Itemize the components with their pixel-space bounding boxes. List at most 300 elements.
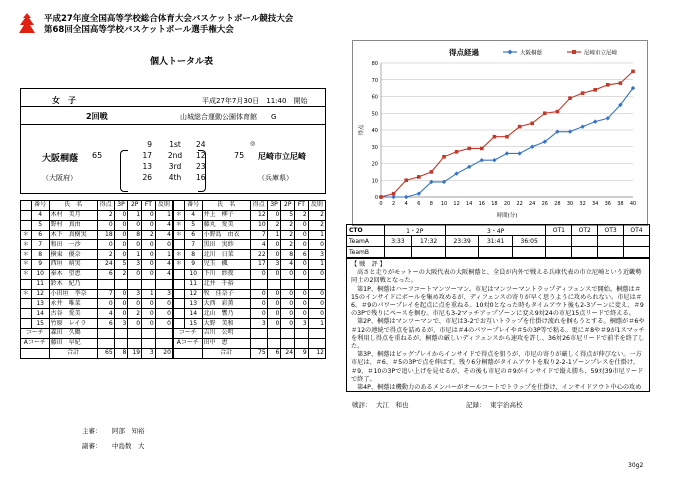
player-name: 児玉 楓 bbox=[202, 260, 250, 270]
x-tick-label: 38 bbox=[617, 201, 624, 207]
stat-ft: 6 bbox=[295, 250, 309, 260]
player-stats-table bbox=[20, 200, 326, 359]
stat-p2: 2 bbox=[281, 220, 295, 230]
stat-p2: 2 bbox=[281, 240, 295, 250]
header-mark-cell bbox=[21, 201, 32, 211]
empty-cell bbox=[128, 328, 142, 338]
quarter-score-a: 13 bbox=[142, 162, 152, 171]
stat-ft: 0 bbox=[142, 250, 156, 260]
table-row bbox=[21, 210, 326, 220]
stat-p2: 0 bbox=[281, 309, 295, 319]
starter-mark bbox=[21, 299, 32, 309]
quarter-score-a: 26 bbox=[142, 173, 152, 182]
starter-mark: ＊ bbox=[21, 240, 32, 250]
data-point bbox=[556, 110, 560, 114]
x-tick-label: 36 bbox=[604, 201, 611, 207]
total-p3: 8 bbox=[114, 348, 128, 358]
player-number: 4 bbox=[31, 210, 49, 220]
data-point bbox=[606, 83, 610, 87]
stat-pts bbox=[250, 279, 267, 289]
umpire: 中島数 大 bbox=[112, 442, 145, 450]
empty-cell bbox=[97, 328, 114, 338]
y-tick-label: 10 bbox=[371, 178, 378, 185]
stat-p3: 0 bbox=[267, 299, 281, 309]
stat-p2: 3 bbox=[128, 260, 142, 270]
data-point bbox=[480, 158, 484, 162]
stat-ft: 0 bbox=[295, 309, 309, 319]
stat-pf: 0 bbox=[155, 309, 173, 319]
data-point bbox=[580, 124, 584, 128]
divider bbox=[20, 106, 326, 107]
data-point bbox=[518, 125, 522, 129]
player-number: 6 bbox=[184, 230, 202, 240]
column-header: 3P bbox=[267, 201, 281, 211]
player-name: 木村 美月 bbox=[49, 210, 97, 220]
stat-p2: 3 bbox=[128, 289, 142, 299]
total-pf: 20 bbox=[155, 348, 173, 358]
data-point bbox=[581, 91, 585, 95]
empty-cell bbox=[142, 328, 156, 338]
summary-paragraph: 第1P、桐蔭はハーフコートマンツーマン、市尼はマンツーマントラップディフェンスで開始。桐蔭は＃15のインサイドにボールを集め攻めるが、ディフェンスの寄りが早く思うように攻められない。市尼は＃6、＃9のパワープレイを起点に点を重ねる。10対0となった時もタイムアウト後も2-3ゾーンに変え、＃9の3Pで残りにペースを掴む。市尼も3-2マッチアップゾーンに変え9対24の市尼15点リードで終える。 bbox=[351, 285, 644, 318]
timeout-cell bbox=[512, 247, 546, 258]
x-tick-label: 24 bbox=[529, 201, 536, 207]
data-point bbox=[593, 119, 597, 123]
stat-pts: 4 bbox=[250, 240, 267, 250]
starter-mark bbox=[21, 309, 32, 319]
stat-pts: 7 bbox=[250, 230, 267, 240]
legend-label: 大阪桐蔭 bbox=[520, 50, 543, 57]
stat-pf: 1 bbox=[308, 260, 325, 270]
x-tick-label: 28 bbox=[554, 201, 561, 207]
stat-pts: 7 bbox=[97, 289, 114, 299]
stat-pf: 1 bbox=[308, 319, 325, 329]
quarter-label: 2nd bbox=[167, 151, 183, 160]
player-number: 11 bbox=[31, 279, 49, 289]
stat-pts: 3 bbox=[250, 319, 267, 329]
stat-pts: 18 bbox=[97, 230, 114, 240]
x-tick-label: 16 bbox=[478, 201, 485, 207]
timeout-team-label: TeamA bbox=[347, 236, 385, 247]
legend-marker bbox=[508, 50, 513, 55]
data-point bbox=[392, 192, 396, 196]
player-name: 大西 彩薫 bbox=[202, 299, 250, 309]
starter-mark bbox=[173, 289, 184, 299]
series-line-osaka-toin bbox=[381, 88, 633, 197]
empty-cell bbox=[21, 348, 50, 358]
player-number: 10 bbox=[184, 269, 202, 279]
total-label: 合計 bbox=[202, 348, 250, 358]
team-b-total: 75 bbox=[234, 151, 245, 160]
staff-role: コーチ bbox=[21, 328, 50, 338]
total-p2: 19 bbox=[128, 348, 142, 358]
empty-cell bbox=[250, 338, 267, 348]
staff-row bbox=[21, 328, 326, 338]
stat-ft: 0 bbox=[295, 240, 309, 250]
starter-mark bbox=[173, 299, 184, 309]
timeout-cell bbox=[572, 247, 598, 258]
starter-mark bbox=[173, 240, 184, 250]
column-header: 氏 名 bbox=[202, 201, 250, 211]
stat-p3: 0 bbox=[267, 309, 281, 319]
stat-pts: 0 bbox=[97, 299, 114, 309]
y-tick-label: 70 bbox=[371, 77, 378, 84]
stat-p2: 1 bbox=[128, 250, 142, 260]
player-number: 14 bbox=[184, 309, 202, 319]
starter-mark: ＊ bbox=[173, 210, 184, 220]
timeout-header-row bbox=[347, 225, 650, 236]
stat-p3: 2 bbox=[267, 220, 281, 230]
column-header: 反則 bbox=[155, 201, 173, 211]
table-header-row bbox=[21, 201, 326, 211]
tournament-subtitle: 第68回全国高等学校バスケットボール選手権大会 bbox=[44, 25, 234, 35]
player-name: 井上 柳子 bbox=[202, 210, 250, 220]
x-tick-label: 40 bbox=[629, 201, 637, 207]
stat-p2: 0 bbox=[281, 269, 295, 279]
stat-pts: 2 bbox=[97, 250, 114, 260]
timeout-row bbox=[347, 236, 650, 247]
half-2-header: 3・4P bbox=[445, 225, 546, 236]
quarter-label: 3rd bbox=[168, 162, 182, 171]
column-header: 3P bbox=[114, 201, 128, 211]
starter-mark bbox=[173, 319, 184, 329]
player-name: 野村 真由 bbox=[49, 220, 97, 230]
stat-pts: 0 bbox=[97, 240, 114, 250]
stat-pts: 0 bbox=[250, 299, 267, 309]
staff-row bbox=[21, 338, 326, 348]
player-name: 奉木 望恵 bbox=[49, 269, 97, 279]
stat-p3: 3 bbox=[114, 319, 128, 329]
y-tick-label: 20 bbox=[371, 161, 378, 168]
starter-mark bbox=[173, 279, 184, 289]
stat-ft bbox=[142, 279, 156, 289]
stat-pf: 0 bbox=[308, 309, 325, 319]
summary-paragraph: 第2P、桐蔭はマンツーマンで、市尼は3-2でお互いトラップを仕掛け流れを掴もうとする。桐蔭が＃6や＃12の連続で得点を詰めるが、市尼は＃4のパワープレイや＃5の3P等で粘る。更に＃8や＃9が1スマッチを利用し得点を重ねるが、桐蔭の厳しいディフェンスから速攻を許し、36対26市尼リードで前半を終了した。 bbox=[351, 318, 645, 351]
x-tick-label: 34 bbox=[592, 201, 599, 207]
player-name: 小田垣 李奈 bbox=[49, 289, 97, 299]
table-row bbox=[21, 289, 326, 299]
stat-pts: 0 bbox=[250, 309, 267, 319]
stat-p2: 0 bbox=[281, 319, 295, 329]
stat-ft: 0 bbox=[295, 299, 309, 309]
staff-role: Aコーチ bbox=[21, 338, 50, 348]
empty-cell bbox=[155, 328, 173, 338]
column-header: FT bbox=[142, 201, 156, 211]
player-number: 4 bbox=[184, 210, 202, 220]
data-point bbox=[530, 122, 534, 126]
player-name: 大野 美和 bbox=[202, 319, 250, 329]
y-axis-label: 得点 bbox=[359, 124, 365, 136]
column-header: 番号 bbox=[31, 201, 49, 211]
empty-cell bbox=[142, 338, 156, 348]
x-tick-label: 18 bbox=[491, 201, 498, 207]
quarter-score-b: 16 bbox=[196, 173, 206, 182]
stat-p2: 8 bbox=[281, 250, 295, 260]
player-number: 12 bbox=[31, 289, 49, 299]
stat-ft: 0 bbox=[142, 319, 156, 329]
timeout-cell bbox=[412, 247, 446, 258]
data-point bbox=[543, 111, 547, 115]
column-header: 得点 bbox=[97, 201, 114, 211]
stat-p3 bbox=[267, 279, 281, 289]
stat-pts: 10 bbox=[250, 220, 267, 230]
total-pts: 65 bbox=[97, 348, 114, 358]
player-number: 6 bbox=[31, 230, 49, 240]
writer-label: 戦評： bbox=[352, 401, 372, 409]
player-number: 15 bbox=[184, 319, 202, 329]
stat-pts: 6 bbox=[97, 269, 114, 279]
table-row bbox=[21, 220, 326, 230]
summary-heading: 【 戦 評 】 bbox=[351, 261, 386, 268]
empty-cell bbox=[295, 338, 309, 348]
stat-p2: 2 bbox=[128, 309, 142, 319]
stat-ft: 0 bbox=[295, 220, 309, 230]
team-b-name: 尼崎市立尼崎 bbox=[258, 152, 306, 161]
column-header: 2P bbox=[281, 201, 295, 211]
stat-pts: 22 bbox=[250, 250, 267, 260]
player-number: 5 bbox=[184, 220, 202, 230]
timeout-cell bbox=[546, 247, 572, 258]
stat-p2: 0 bbox=[128, 269, 142, 279]
player-name: 西垣 萌実 bbox=[49, 260, 97, 270]
winner-mark: ◎ bbox=[250, 140, 256, 147]
timeout-cell bbox=[445, 247, 479, 258]
player-number: 12 bbox=[184, 289, 202, 299]
column-header: 2P bbox=[128, 201, 142, 211]
starter-mark bbox=[173, 269, 184, 279]
data-point bbox=[631, 70, 635, 74]
stat-pts: 24 bbox=[97, 260, 114, 270]
quarter-label: 1st bbox=[169, 140, 181, 149]
starter-mark bbox=[21, 319, 32, 329]
y-tick-label: 50 bbox=[371, 111, 378, 118]
total-row bbox=[21, 348, 326, 358]
stat-p2 bbox=[281, 279, 295, 289]
stat-pf: 0 bbox=[155, 319, 173, 329]
stat-p3: 0 bbox=[267, 319, 281, 329]
stat-p3: 0 bbox=[267, 250, 281, 260]
stat-p2: 0 bbox=[128, 299, 142, 309]
starter-mark: ＊ bbox=[21, 230, 32, 240]
stat-p2: 0 bbox=[128, 220, 142, 230]
staff-name: 田中 恵 bbox=[202, 338, 250, 348]
stat-pf: 2 bbox=[308, 220, 325, 230]
x-tick-label: 32 bbox=[579, 201, 586, 207]
data-point bbox=[467, 165, 471, 169]
ot-header: OT2 bbox=[572, 225, 598, 236]
empty-cell bbox=[128, 338, 142, 348]
stat-pf: 1 bbox=[155, 210, 173, 220]
x-tick-label: 2 bbox=[392, 201, 396, 207]
player-name: 小野島 由衣 bbox=[202, 230, 250, 240]
x-tick-label: 26 bbox=[541, 201, 548, 207]
table-row bbox=[21, 279, 326, 289]
stat-p3: 5 bbox=[114, 260, 128, 270]
stat-p3: 3 bbox=[267, 260, 281, 270]
staff-name: 吉川 公明 bbox=[202, 328, 250, 338]
empty-cell bbox=[267, 338, 281, 348]
player-name: 木下 真樹実 bbox=[49, 230, 97, 240]
x-tick-label: 6 bbox=[417, 201, 421, 207]
data-point bbox=[455, 150, 459, 154]
page-number: 30g2 bbox=[628, 462, 644, 469]
stat-p3: 0 bbox=[114, 309, 128, 319]
data-point bbox=[417, 175, 421, 179]
stat-p2: 8 bbox=[128, 230, 142, 240]
timeout-cell bbox=[384, 247, 412, 258]
starter-mark: ＊ bbox=[21, 289, 32, 299]
player-name: 北川 日菜 bbox=[202, 250, 250, 260]
stat-p3: 0 bbox=[114, 299, 128, 309]
stat-pf: 0 bbox=[308, 240, 325, 250]
timeout-cell bbox=[479, 247, 513, 258]
stat-p3: 0 bbox=[267, 240, 281, 250]
empty-cell bbox=[114, 328, 128, 338]
stat-pf: 4 bbox=[155, 269, 173, 279]
x-tick-label: 12 bbox=[453, 201, 460, 207]
timeout-cell: 17:32 bbox=[412, 236, 446, 247]
data-point bbox=[505, 135, 509, 139]
x-tick-label: 30 bbox=[566, 201, 574, 207]
quarter-score-b: 23 bbox=[196, 162, 206, 171]
stat-ft: 0 bbox=[142, 260, 156, 270]
legend-label: 尼崎市立尼崎 bbox=[584, 50, 618, 57]
empty-cell bbox=[295, 328, 309, 338]
round-label: 2回戦 bbox=[86, 112, 108, 121]
x-tick-label: 0 bbox=[379, 201, 383, 207]
timeout-cell bbox=[598, 236, 624, 247]
stat-ft: 0 bbox=[142, 210, 156, 220]
staff-role: Aコーチ bbox=[173, 338, 202, 348]
player-number: 13 bbox=[31, 299, 49, 309]
writer-name: 大江 和也 bbox=[376, 401, 409, 409]
stat-pf: 0 bbox=[308, 269, 325, 279]
player-number: 9 bbox=[184, 260, 202, 270]
data-point bbox=[480, 147, 484, 151]
date-time: 平成27年7月30日 11:40 開始 bbox=[202, 97, 308, 105]
player-name: 古谷 愛美 bbox=[49, 309, 97, 319]
stat-pf: 0 bbox=[155, 299, 173, 309]
x-axis-label: 時間(分) bbox=[496, 213, 518, 219]
data-point bbox=[619, 81, 623, 85]
quarter-score-b: 24 bbox=[196, 140, 206, 149]
column-header: 得点 bbox=[250, 201, 267, 211]
starter-mark: ＊ bbox=[21, 250, 32, 260]
stat-pts bbox=[97, 279, 114, 289]
table-row bbox=[21, 319, 326, 329]
table-row bbox=[21, 240, 326, 250]
timeout-cell: 31:41 bbox=[479, 236, 513, 247]
starter-mark: ＊ bbox=[173, 250, 184, 260]
stat-pts: 6 bbox=[97, 319, 114, 329]
team-a-prefecture: （大阪府） bbox=[42, 174, 77, 182]
column-header: 反則 bbox=[308, 201, 325, 211]
column-header: FT bbox=[295, 201, 309, 211]
x-tick-label: 8 bbox=[429, 201, 433, 207]
tournament-title: 平成27年度全国高等学校総合体育大会バスケットボール競技大会 bbox=[44, 14, 294, 24]
stat-ft: 2 bbox=[295, 210, 309, 220]
stat-ft: 0 bbox=[142, 299, 156, 309]
starter-mark: ＊ bbox=[21, 269, 32, 279]
stat-pf: 4 bbox=[155, 230, 173, 240]
stat-p3: 0 bbox=[114, 250, 128, 260]
stat-p2: 5 bbox=[281, 210, 295, 220]
player-name: 永井 唯菜 bbox=[49, 299, 97, 309]
data-point bbox=[404, 178, 408, 182]
empty-cell bbox=[173, 348, 202, 358]
stat-pts: 17 bbox=[250, 260, 267, 270]
stat-ft: 0 bbox=[142, 309, 156, 319]
stat-ft: 0 bbox=[295, 269, 309, 279]
player-name: 下川 紗夜 bbox=[202, 269, 250, 279]
data-point bbox=[404, 195, 408, 199]
x-tick-label: 10 bbox=[440, 201, 448, 207]
stat-pf: 4 bbox=[155, 260, 173, 270]
stat-p3: 2 bbox=[114, 269, 128, 279]
stat-ft bbox=[295, 279, 309, 289]
total-label: 合計 bbox=[49, 348, 97, 358]
timeout-cell bbox=[572, 236, 598, 247]
total-p3: 6 bbox=[267, 348, 281, 358]
table-row bbox=[21, 250, 326, 260]
ot-header: OT1 bbox=[546, 225, 572, 236]
quarter-score-a: 17 bbox=[142, 151, 152, 160]
starter-mark: ＊ bbox=[21, 260, 32, 270]
empty-cell bbox=[281, 328, 295, 338]
stat-pf bbox=[155, 279, 173, 289]
stat-pf: 3 bbox=[155, 289, 173, 299]
table-row bbox=[21, 260, 326, 270]
timeout-cell bbox=[624, 247, 650, 258]
player-number: 7 bbox=[31, 240, 49, 250]
data-point bbox=[530, 145, 534, 149]
timeout-cell bbox=[546, 236, 572, 247]
stat-p2: 0 bbox=[128, 240, 142, 250]
timeout-cell bbox=[624, 236, 650, 247]
stat-p3: 1 bbox=[267, 230, 281, 240]
y-tick-label: 0 bbox=[374, 195, 378, 201]
starter-mark bbox=[21, 220, 32, 230]
data-point bbox=[379, 195, 383, 199]
starter-mark: ＊ bbox=[173, 230, 184, 240]
legend-marker bbox=[572, 50, 576, 54]
stat-p3: 0 bbox=[114, 210, 128, 220]
player-name: 牧 佳奈子 bbox=[202, 289, 250, 299]
empty-cell bbox=[267, 328, 281, 338]
table-row bbox=[21, 269, 326, 279]
divider bbox=[20, 124, 326, 125]
score-progression-chart bbox=[352, 40, 648, 226]
stat-p2 bbox=[128, 279, 142, 289]
chief-referee-label: 主審： bbox=[82, 427, 102, 435]
data-point bbox=[492, 158, 496, 162]
player-name: 藤丸 愛美 bbox=[202, 220, 250, 230]
stat-p2: 2 bbox=[281, 230, 295, 240]
x-tick-label: 14 bbox=[466, 201, 473, 207]
stat-ft: 0 bbox=[295, 230, 309, 240]
empty-cell bbox=[97, 338, 114, 348]
empty-cell bbox=[281, 338, 295, 348]
player-name: 和田 一沙 bbox=[49, 240, 97, 250]
stat-p3: 0 bbox=[114, 289, 128, 299]
stat-ft: 0 bbox=[142, 269, 156, 279]
player-name: 黒田 実紗 bbox=[202, 240, 250, 250]
stat-pf bbox=[308, 279, 325, 289]
x-tick-label: 4 bbox=[404, 201, 408, 207]
stat-p3: 0 bbox=[114, 230, 128, 240]
table-row bbox=[21, 299, 326, 309]
staff-name: 藤田 早紀 bbox=[49, 338, 97, 348]
total-pts: 75 bbox=[250, 348, 267, 358]
